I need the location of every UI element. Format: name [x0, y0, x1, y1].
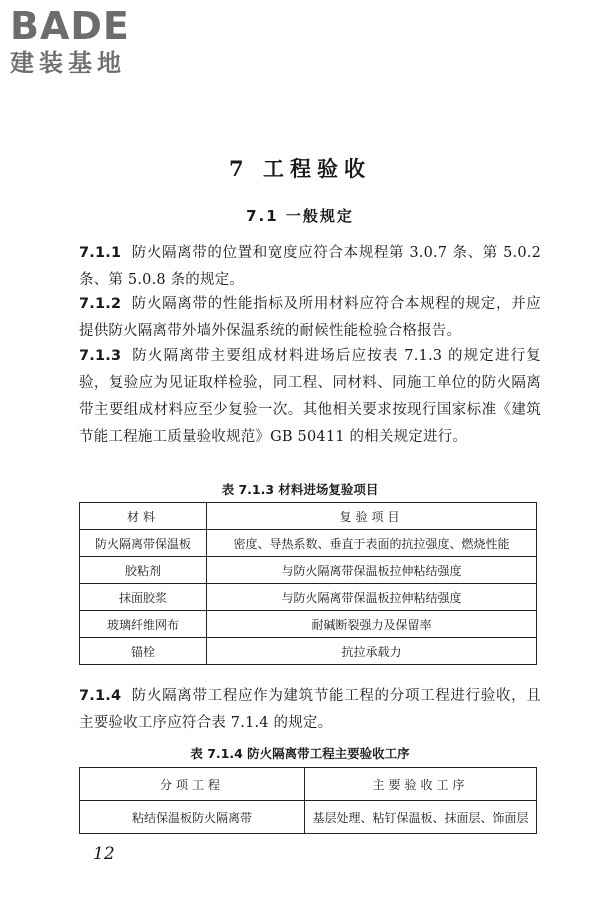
cell-material: 抹面胶浆 [80, 584, 207, 611]
table-row [80, 611, 537, 638]
table-row [80, 530, 537, 557]
cell-material: 锚栓 [80, 638, 207, 665]
table-row [80, 584, 537, 611]
clause-number: 7.1.1 [79, 245, 122, 261]
table-row [80, 801, 537, 834]
clause-text: 防火隔离带工程应作为建筑节能工程的分项工程进行验收，且主要验收工序应符合表 7.1.4 的规定。 [79, 688, 541, 731]
header-material: 材料 [80, 503, 207, 530]
cell-process: 基层处理、粘钉保温板、抹面层、饰面层 [305, 801, 537, 834]
table-header-row [80, 768, 537, 801]
cell-material: 玻璃纤维网布 [80, 611, 207, 638]
header-main-process: 主要验收工序 [305, 768, 537, 801]
table-row [80, 557, 537, 584]
header-subitem: 分项工程 [80, 768, 305, 801]
clause-7-1-1 [79, 240, 541, 294]
cell-material: 防火隔离带保温板 [80, 530, 207, 557]
cell-items: 抗拉承载力 [207, 638, 537, 665]
logo [10, 6, 130, 78]
clause-text: 防火隔离带主要组成材料进场后应按表 7.1.3 的规定进行复验，复验应为见证取样检验，同工程、同材料、同施工单位的防火隔离带主要组成材料应至少复验一次。其他相关要求按现行国家标准《建筑节能工程施工质量验收规范》GB 50411 的相关规定进行。 [79, 348, 541, 445]
clause-text: 防火隔离带的位置和宽度应符合本规程第 3.0.7 条、第 5.0.2 条、第 5.0.8 条的规定。 [79, 245, 541, 288]
logo-subtitle: 建装基地 [10, 49, 126, 77]
clause-7-1-2 [79, 291, 541, 345]
logo-brand: BADE [10, 4, 130, 48]
cell-items: 密度、导热系数、垂直于表面的抗拉强度、燃烧性能 [207, 530, 537, 557]
table-header-row [80, 503, 537, 530]
clause-7-1-3 [79, 343, 541, 451]
page-number: 12 [93, 844, 115, 864]
table-7-1-3 [79, 502, 537, 665]
clause-number: 7.1.2 [79, 296, 122, 312]
clause-text: 防火隔离带的性能指标及所用材料应符合本规程的规定，并应提供防火隔离带外墙外保温系统的耐候性能检验合格报告。 [79, 296, 541, 339]
table-7-1-4 [79, 767, 537, 834]
table2-caption: 表 7.1.4 防火隔离带工程主要验收工序 [190, 746, 410, 761]
clause-7-1-4 [79, 683, 541, 737]
clause-number: 7.1.3 [79, 348, 122, 364]
cell-items: 与防火隔离带保温板拉伸粘结强度 [207, 584, 537, 611]
table1-caption: 表 7.1.3 材料进场复验项目 [221, 482, 379, 497]
cell-items: 与防火隔离带保温板拉伸粘结强度 [207, 557, 537, 584]
section-title: 7.1 一般规定 [246, 207, 354, 225]
cell-items: 耐碱断裂强力及保留率 [207, 611, 537, 638]
chapter-title: 7 工程验收 [229, 156, 371, 181]
header-retest-items: 复验项目 [207, 503, 537, 530]
table-row [80, 638, 537, 665]
clause-number: 7.1.4 [79, 688, 122, 704]
cell-material: 胶粘剂 [80, 557, 207, 584]
cell-subitem: 粘结保温板防火隔离带 [80, 801, 305, 834]
